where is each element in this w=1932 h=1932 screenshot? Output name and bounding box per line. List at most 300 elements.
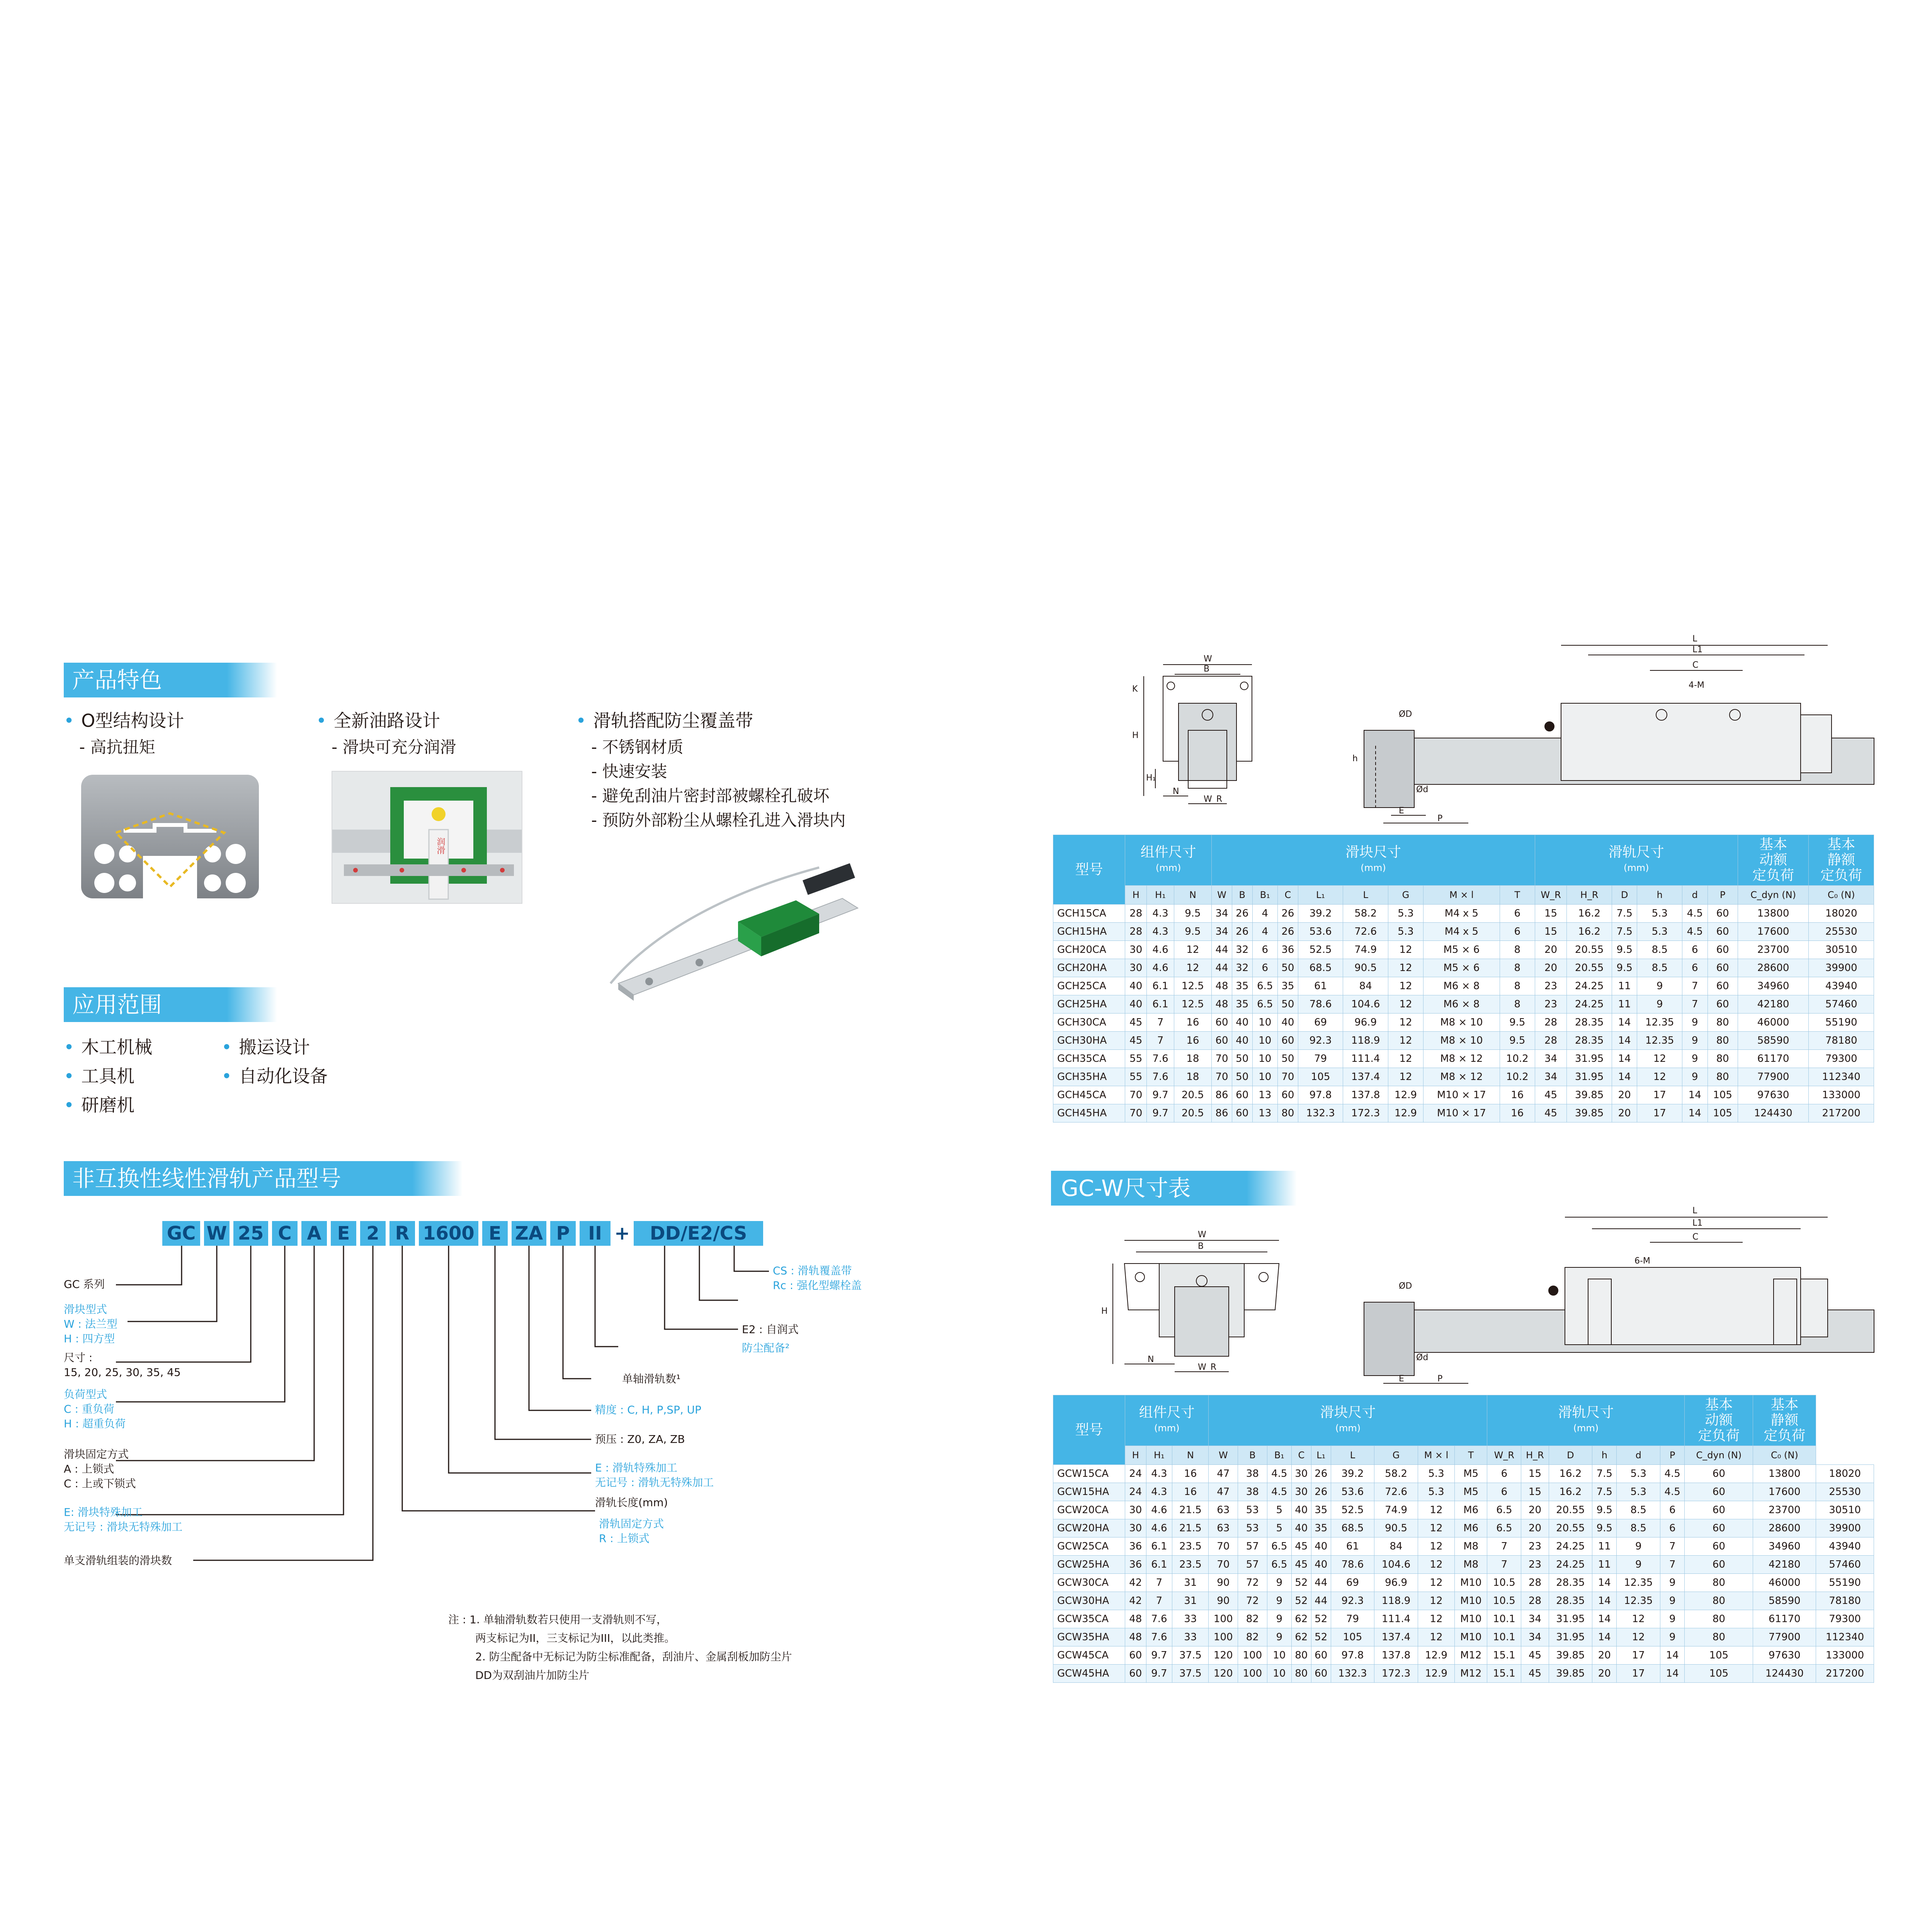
dim-L: L [1692,1206,1697,1216]
table-cell: 12.9 [1388,1086,1423,1104]
table-row [1053,959,1874,977]
table-cell: 90.5 [1343,959,1388,977]
dim-E: E [1399,806,1404,816]
dim-W: W [1198,1230,1206,1240]
table-row [1053,1519,1874,1537]
table-cell: 100 [1209,1610,1238,1628]
table-cell: 31.95 [1549,1628,1592,1646]
table-cell: 44 [1311,1574,1331,1592]
table-cell: 40 [1291,1519,1311,1537]
label-line: 防尘配备² [742,1342,790,1354]
table-cell: 50 [1232,1068,1252,1086]
th-dynamic-load-text: 基本 动额 定负荷 [1752,837,1794,883]
table-cell: 17 [1617,1665,1660,1683]
table-cell: 60 [1311,1665,1331,1683]
table-cell: 6.1 [1147,995,1174,1014]
model-cell: GCH25HA [1053,995,1125,1014]
table-cell: 72 [1238,1592,1267,1610]
table-cell: 48 [1125,1610,1146,1628]
model-cell: GCW35CA [1053,1610,1125,1628]
table-cell: 30 [1125,1501,1146,1519]
label-line: 精度 : C, H, P,SP, UP [595,1403,702,1416]
table-cell: 37.5 [1172,1646,1209,1665]
table-cell: 120 [1209,1646,1238,1665]
table-cell: 92.3 [1331,1592,1374,1610]
table-cell: 45 [1291,1537,1311,1556]
table-cell: 86 [1212,1104,1232,1122]
table-cell: 21.5 [1172,1501,1209,1519]
th-block [1212,835,1535,886]
table-cell: 9.7 [1147,1104,1174,1122]
table-cell: 14 [1660,1646,1685,1665]
th-static-load-text: 基本 静额 定负荷 [1820,837,1862,883]
gch-spec-table [1053,835,1874,1122]
table-cell: 33 [1172,1610,1209,1628]
table-cell: 30510 [1816,1501,1874,1519]
dim-C: C [1692,1232,1699,1242]
model-cell: GCW45HA [1053,1665,1125,1683]
table-cell: 13800 [1738,905,1809,923]
label-rail-length [595,1495,668,1510]
table-cell: 60 [1685,1556,1753,1574]
table-cell: 28 [1535,1032,1567,1050]
table-cell: M10 [1455,1628,1487,1646]
table-cell: 26 [1311,1483,1331,1501]
table-cell: 5.3 [1418,1465,1454,1483]
model-cell: GCW25CA [1053,1537,1125,1556]
table-cell: 60 [1125,1665,1146,1683]
th-assembly [1125,835,1212,886]
table-cell: 4.6 [1146,1519,1172,1537]
table-cell: 86 [1212,1086,1232,1104]
th-block-text: 滑块尺寸 [1345,844,1401,860]
label-dust-cover [773,1264,862,1293]
table-cell: 112340 [1816,1628,1874,1646]
table-cell: M4 x 5 [1423,923,1500,941]
table-cell: 9.7 [1147,1086,1174,1104]
table-cell: 80 [1291,1646,1311,1665]
th-dynamic-load [1685,1395,1753,1446]
th-col: L [1331,1446,1374,1465]
table-cell: 52 [1311,1628,1331,1646]
table-cell: 42180 [1753,1556,1816,1574]
table-cell: 12 [1418,1537,1454,1556]
table-cell: 53 [1238,1501,1267,1519]
label-line: C : 上或下锁式 [64,1477,136,1490]
table-cell: M5 [1455,1465,1487,1483]
table-cell: 78.6 [1331,1556,1374,1574]
table-cell: M5 [1455,1483,1487,1501]
table-cell: 8 [1500,941,1535,959]
table-cell: M6 [1455,1519,1487,1537]
table-cell: 7.6 [1146,1628,1172,1646]
th-assembly [1125,1395,1209,1446]
table-cell: 4.3 [1146,1465,1172,1483]
label-series [64,1277,105,1292]
table-cell: 52.5 [1298,941,1343,959]
table-cell: 120 [1209,1665,1238,1683]
table-cell: 42 [1125,1574,1146,1592]
th-static-load-text: 基本 静额 定负荷 [1764,1397,1806,1444]
table-cell: 105 [1685,1665,1753,1683]
table-cell: 34960 [1738,977,1809,995]
label-line: 单轴滑轨数¹ [622,1372,681,1385]
table-cell: 20 [1521,1519,1549,1537]
label-line: 负荷型式 [64,1388,107,1401]
table-cell: 12.5 [1174,977,1212,995]
dim-L1: L1 [1692,645,1703,655]
th-col: d [1617,1446,1660,1465]
table-cell: M4 x 5 [1423,905,1500,923]
code-cell-rail-count: II [580,1221,611,1246]
th-col: D [1549,1446,1592,1465]
table-cell: 60 [1278,1032,1298,1050]
th-col: L [1343,886,1388,905]
table-cell: 20.5 [1174,1104,1212,1122]
table-cell: 10 [1252,1050,1277,1068]
table-cell: 10.5 [1487,1574,1521,1592]
table-cell: 92.3 [1298,1032,1343,1050]
th-col: M × l [1423,886,1500,905]
th-assembly-text: 组件尺寸 [1139,1405,1195,1420]
label-rail-count [622,1372,680,1386]
table-cell: 79 [1331,1610,1374,1628]
table-cell: 80 [1291,1665,1311,1683]
table-cell: 24.25 [1549,1556,1592,1574]
table-cell: 28.35 [1549,1592,1592,1610]
table-cell: 133000 [1816,1646,1874,1665]
table-cell: 20 [1535,959,1567,977]
table-cell: M5 × 6 [1423,941,1500,959]
table-cell: 57460 [1809,995,1874,1014]
table-cell: 48 [1212,995,1232,1014]
table-cell: 10.2 [1500,1068,1535,1086]
table-cell: 20.55 [1549,1519,1592,1537]
table-cell: 17 [1617,1646,1660,1665]
table-cell: 15 [1521,1483,1549,1501]
table-cell: 34 [1212,905,1232,923]
table-cell: 12 [1388,941,1423,959]
table-cell: 9.7 [1146,1665,1172,1683]
th-col: C_dyn (N) [1685,1446,1753,1465]
table-cell: 80 [1685,1610,1753,1628]
table-cell: 217200 [1816,1665,1874,1683]
table-cell: 105 [1685,1646,1753,1665]
table-cell: 4 [1252,905,1277,923]
th-assembly-unit: (mm) [1154,1423,1180,1434]
dim-OD: ØD [1399,1281,1412,1291]
code-cell-rail-mount: R [389,1221,415,1246]
model-cell: GCW15HA [1053,1483,1125,1501]
table-cell: 12.9 [1418,1646,1454,1665]
table-cell: 6 [1660,1501,1685,1519]
table-cell: 28.35 [1567,1014,1612,1032]
table-cell: 58.2 [1343,905,1388,923]
gch-side-view-drawing [1352,622,1878,827]
table-cell: 12 [1388,959,1423,977]
table-cell: 16 [1172,1483,1209,1501]
dim-C: C [1692,660,1699,670]
table-cell: 50 [1278,1050,1298,1068]
table-cell: 6.5 [1487,1501,1521,1519]
table-cell: 61 [1331,1537,1374,1556]
th-col: N [1172,1446,1209,1465]
table-cell: 7 [1146,1574,1172,1592]
application-3-label: 研磨机 [81,1095,135,1116]
table-cell: 35 [1278,977,1298,995]
table-cell: 28 [1125,923,1147,941]
table-cell: 90 [1209,1592,1238,1610]
bullet-dot-icon: • [64,1095,75,1116]
table-cell: 57 [1238,1537,1267,1556]
th-col: d [1682,886,1708,905]
table-cell: 9.7 [1146,1646,1172,1665]
table-cell: 69 [1298,1014,1343,1032]
table-cell: 46000 [1753,1574,1816,1592]
table-cell: 17 [1637,1104,1682,1122]
table-cell: 9.5 [1612,941,1637,959]
table-cell: 55190 [1809,1014,1874,1032]
model-cell: GCW25HA [1053,1556,1125,1574]
table-cell: 9.5 [1500,1014,1535,1032]
label-size [64,1350,181,1380]
table-cell: 16.2 [1549,1483,1592,1501]
table-cell: 111.4 [1374,1610,1418,1628]
table-cell: 5.3 [1637,923,1682,941]
table-cell: 132.3 [1298,1104,1343,1122]
label-block-type [64,1302,117,1346]
table-cell: 9 [1660,1574,1685,1592]
table-cell: 39.85 [1567,1104,1612,1122]
table-cell: 9 [1682,1068,1708,1086]
model-cell: GCH15CA [1053,905,1125,923]
th-col: C_dyn (N) [1738,886,1809,905]
table-cell: 12.5 [1174,995,1212,1014]
label-line: 预压 : Z0, ZA, ZB [595,1433,685,1446]
th-rail [1535,835,1738,886]
table-cell: 20.5 [1174,1086,1212,1104]
table-cell: M12 [1455,1665,1487,1683]
table-cell: 79300 [1816,1610,1874,1628]
table-cell: 26 [1311,1465,1331,1483]
th-col: H₁ [1147,886,1174,905]
table-cell: 12 [1418,1592,1454,1610]
label-block-count [64,1553,172,1568]
table-cell: M8 × 10 [1423,1014,1500,1032]
table-cell: 4.5 [1660,1483,1685,1501]
table-cell: 12 [1388,977,1423,995]
table-cell: 6 [1487,1465,1521,1483]
table-cell: 12 [1388,1050,1423,1068]
table-cell: 18020 [1809,905,1874,923]
table-cell: 84 [1343,977,1388,995]
table-cell: 118.9 [1343,1032,1388,1050]
th-col: h [1592,1446,1617,1465]
table-cell: 13 [1252,1086,1277,1104]
th-model [1053,1395,1125,1465]
table-cell: 10 [1267,1646,1291,1665]
table-row [1053,923,1874,941]
model-code-title-text: 非互换性线性滑轨产品型号 [72,1165,342,1192]
table-cell: 33 [1172,1628,1209,1646]
table-cell: 8 [1500,959,1535,977]
table-cell: 16.2 [1567,905,1612,923]
table-cell: 10 [1252,1014,1277,1032]
table-cell: 10.2 [1500,1050,1535,1068]
note-4: DD为双刮油片加防尘片 [475,1669,590,1682]
table-cell: 70 [1212,1050,1232,1068]
table-cell: 53.6 [1331,1483,1374,1501]
table-cell: 4.6 [1146,1501,1172,1519]
table-cell: 46000 [1738,1014,1809,1032]
table-cell: 9.5 [1500,1032,1535,1050]
table-cell: 21.5 [1172,1519,1209,1537]
th-block-unit: (mm) [1361,862,1386,873]
table-cell: 6.5 [1267,1556,1291,1574]
table-cell: 57460 [1816,1556,1874,1574]
table-cell: 78180 [1809,1032,1874,1050]
table-cell: 12 [1617,1610,1660,1628]
code-cell-accuracy: P [550,1221,576,1246]
label-line: A : 上锁式 [64,1463,114,1475]
table-cell: 80 [1685,1574,1753,1592]
code-cell-block-special: E [331,1221,356,1246]
table-cell: 60 [1708,959,1738,977]
feature-3-sub-1: - 不锈钢材质 [591,738,684,757]
table-row [1053,1068,1874,1086]
table-cell: 7.6 [1147,1068,1174,1086]
table-cell: 12.35 [1637,1032,1682,1050]
table-cell: 12 [1637,1068,1682,1086]
label-accuracy [595,1403,701,1417]
table-cell: 40 [1232,1014,1252,1032]
table-cell: 79 [1298,1050,1343,1068]
table-row [1053,905,1874,923]
table-cell: 11 [1612,977,1637,995]
table-cell: 17 [1637,1086,1682,1104]
table-cell: M10 [1455,1574,1487,1592]
table-cell: 77900 [1738,1068,1809,1086]
table-row [1053,1665,1874,1683]
table-cell: 28 [1521,1574,1549,1592]
table-cell: 28.35 [1549,1574,1592,1592]
table-cell: 96.9 [1374,1574,1418,1592]
table-cell: 39.85 [1549,1665,1592,1683]
th-rail [1487,1395,1685,1446]
gch-front-view-drawing [1121,641,1291,808]
table-cell: 28.35 [1567,1032,1612,1050]
table-cell: 80 [1685,1628,1753,1646]
table-cell: 25530 [1809,923,1874,941]
model-cell: GCH25CA [1053,977,1125,995]
table-cell: 60 [1708,923,1738,941]
label-series-line: GC 系列 [64,1278,105,1291]
table-cell: 61 [1298,977,1343,995]
table-cell: 5 [1267,1519,1291,1537]
table-cell: 12 [1418,1610,1454,1628]
th-col: H₁ [1146,1446,1172,1465]
table-cell: 9 [1637,977,1682,995]
bullet-dot-icon: • [221,1066,232,1087]
table-cell: 5.3 [1617,1465,1660,1483]
table-cell: 50 [1278,995,1298,1014]
th-col: T [1500,886,1535,905]
table-cell: 12.9 [1388,1104,1423,1122]
model-cell: GCW15CA [1053,1465,1125,1483]
table-cell: 14 [1612,1032,1637,1050]
table-cell: 14 [1592,1610,1617,1628]
code-cell-load: C [272,1221,298,1246]
table-cell: 55190 [1816,1574,1874,1592]
dim-L1: L1 [1692,1218,1703,1228]
table-cell: 17600 [1753,1483,1816,1501]
label-line: H : 超重负荷 [64,1417,126,1430]
th-col: T [1455,1446,1487,1465]
label-line: Rc : 强化型螺栓盖 [773,1279,862,1292]
table-cell: 78180 [1816,1592,1874,1610]
table-cell: 60 [1685,1465,1753,1483]
bullet-dot-icon: • [576,710,587,731]
table-cell: 16 [1174,1014,1212,1032]
table-cell: 23 [1535,977,1567,995]
table-cell: M8 × 10 [1423,1032,1500,1050]
table-cell: 30 [1125,941,1147,959]
table-cell: 5 [1267,1501,1291,1519]
table-cell: 60 [1311,1646,1331,1665]
table-cell: 60 [1232,1104,1252,1122]
table-row [1053,1104,1874,1122]
table-cell: 9 [1682,1050,1708,1068]
table-row [1053,1050,1874,1068]
table-cell: 42180 [1738,995,1809,1014]
table-cell: 47 [1209,1465,1238,1483]
th-col: B [1238,1446,1267,1465]
label-line: C : 重负荷 [64,1403,114,1415]
feature-3-label: 滑轨搭配防尘覆盖带 [593,710,753,731]
table-cell: 104.6 [1374,1556,1418,1574]
table-cell: 23700 [1738,941,1809,959]
table-cell: 20 [1521,1501,1549,1519]
table-cell: 4.5 [1682,923,1708,941]
table-cell: 34 [1212,923,1232,941]
table-cell: 24 [1125,1483,1146,1501]
table-cell: 4.3 [1146,1483,1172,1501]
table-cell: 20.55 [1567,959,1612,977]
table-cell: 9 [1267,1574,1291,1592]
dim-Od: Ød [1416,1353,1429,1362]
feature-3-sub-3: - 避免刮油片密封部被螺栓孔破坏 [591,786,830,805]
table-cell: 11 [1592,1537,1617,1556]
table-cell: 60 [1708,995,1738,1014]
th-static-load [1753,1395,1816,1446]
table-cell: 61170 [1753,1610,1816,1628]
table-cell: 14 [1592,1628,1617,1646]
table-cell: 82 [1238,1610,1267,1628]
table-cell: M6 × 8 [1423,995,1500,1014]
table-cell: 4.5 [1682,905,1708,923]
table-row [1053,1086,1874,1104]
table-cell: 8.5 [1617,1519,1660,1537]
dim-W: W [1204,654,1212,664]
table-cell: 63 [1209,1519,1238,1537]
table-cell: 5.3 [1617,1483,1660,1501]
model-cell: GCH45HA [1053,1104,1125,1122]
table-cell: 38 [1238,1465,1267,1483]
th-assembly-unit: (mm) [1155,862,1181,873]
table-cell: 100 [1209,1628,1238,1646]
table-cell: 7 [1487,1556,1521,1574]
table-cell: 28 [1535,1014,1567,1032]
